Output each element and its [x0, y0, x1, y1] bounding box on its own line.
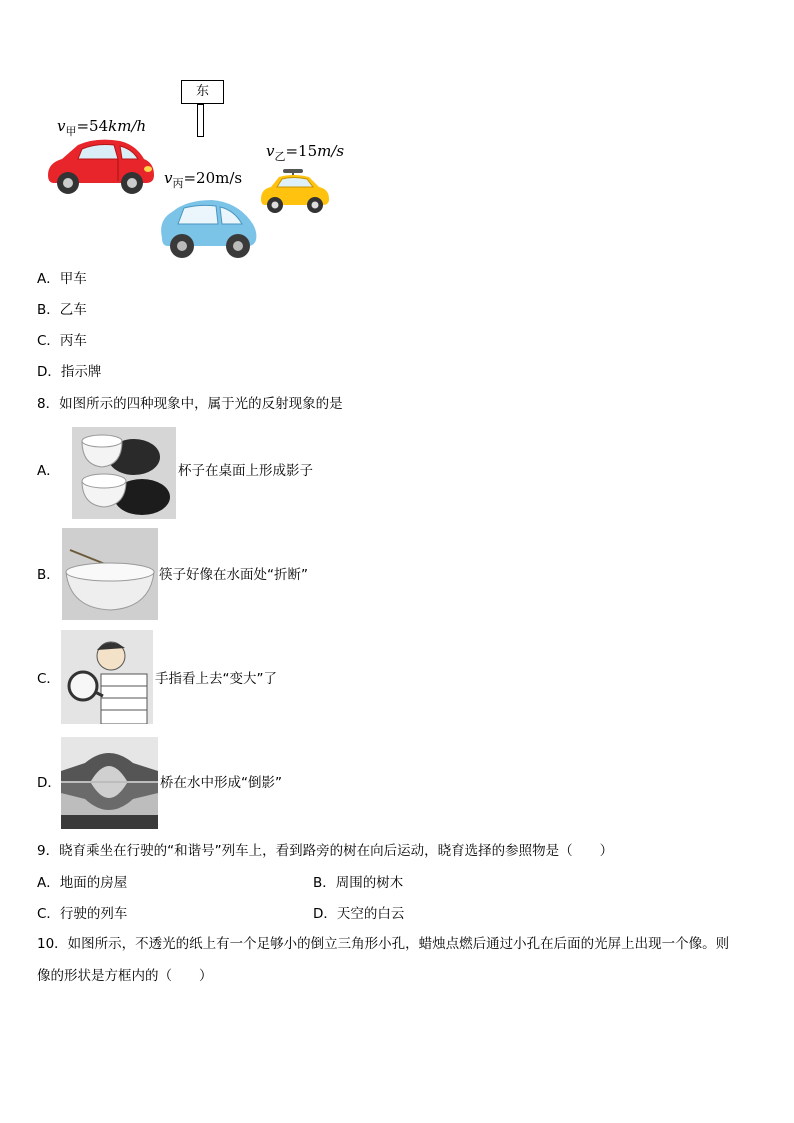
q8-option-b-caption: 筷子好像在水面处“折断” — [159, 567, 308, 583]
velocity-label-jia: $v_甲=54km/h$ — [57, 117, 147, 138]
q7-option-c: C．丙车 — [37, 333, 87, 349]
q8-option-d-letter: D． — [37, 775, 61, 791]
q7-option-b: B．乙车 — [37, 302, 87, 318]
cup-shadow-photo-icon — [72, 427, 176, 519]
q8-option-c-caption: 手指看上去“变大”了 — [155, 671, 277, 687]
q7-option-a: A．甲车 — [37, 271, 87, 287]
q8-option-a-letter: A． — [37, 463, 60, 479]
q8-option-b-letter: B． — [37, 567, 60, 583]
yellow-car-icon — [257, 165, 331, 215]
sign-label: 东 — [195, 84, 209, 99]
q8-option-d-caption: 桥在水中形成“倒影” — [160, 775, 282, 791]
q10-stem-line1: 10．如图所示，不透光的纸上有一个足够小的倒立三角形小孔，蜡烛点燃后通过小孔在后面的光屏上出现一个像。则 — [37, 936, 730, 952]
q9-option-b: B．周围的树木 — [313, 875, 404, 891]
q8-stem: 8．如图所示的四种现象中，属于光的反射现象的是 — [37, 396, 343, 412]
q9-option-a: A．地面的房屋 — [37, 875, 128, 891]
red-car-icon — [44, 137, 156, 197]
bridge-reflection-photo-icon — [61, 737, 158, 829]
q9-stem: 9．晓育乘坐在行驶的“和谐号”列车上，看到路旁的树在向后运动，晓育选择的参照物是（ ） — [37, 843, 614, 859]
sign-board — [181, 80, 224, 104]
q7-option-d: D．指示牌 — [37, 364, 102, 380]
sign-post — [197, 104, 204, 137]
q8-option-c-letter: C． — [37, 671, 60, 687]
q9-option-c: C．行驶的列车 — [37, 906, 128, 922]
magnifier-boy-photo-icon — [61, 630, 153, 724]
q8-option-a-caption: 杯子在桌面上形成影子 — [178, 463, 313, 479]
q9-option-d: D．天空的白云 — [313, 906, 405, 922]
velocity-label-yi: $v_乙=15m/s$ — [266, 142, 345, 163]
velocity-label-bing: $v_丙=20m/s$ — [164, 169, 243, 190]
q10-stem-line2: 像的形状是方框内的（ ） — [37, 968, 213, 984]
chopsticks-bowl-photo-icon — [62, 528, 158, 620]
blue-car-icon — [156, 194, 260, 260]
